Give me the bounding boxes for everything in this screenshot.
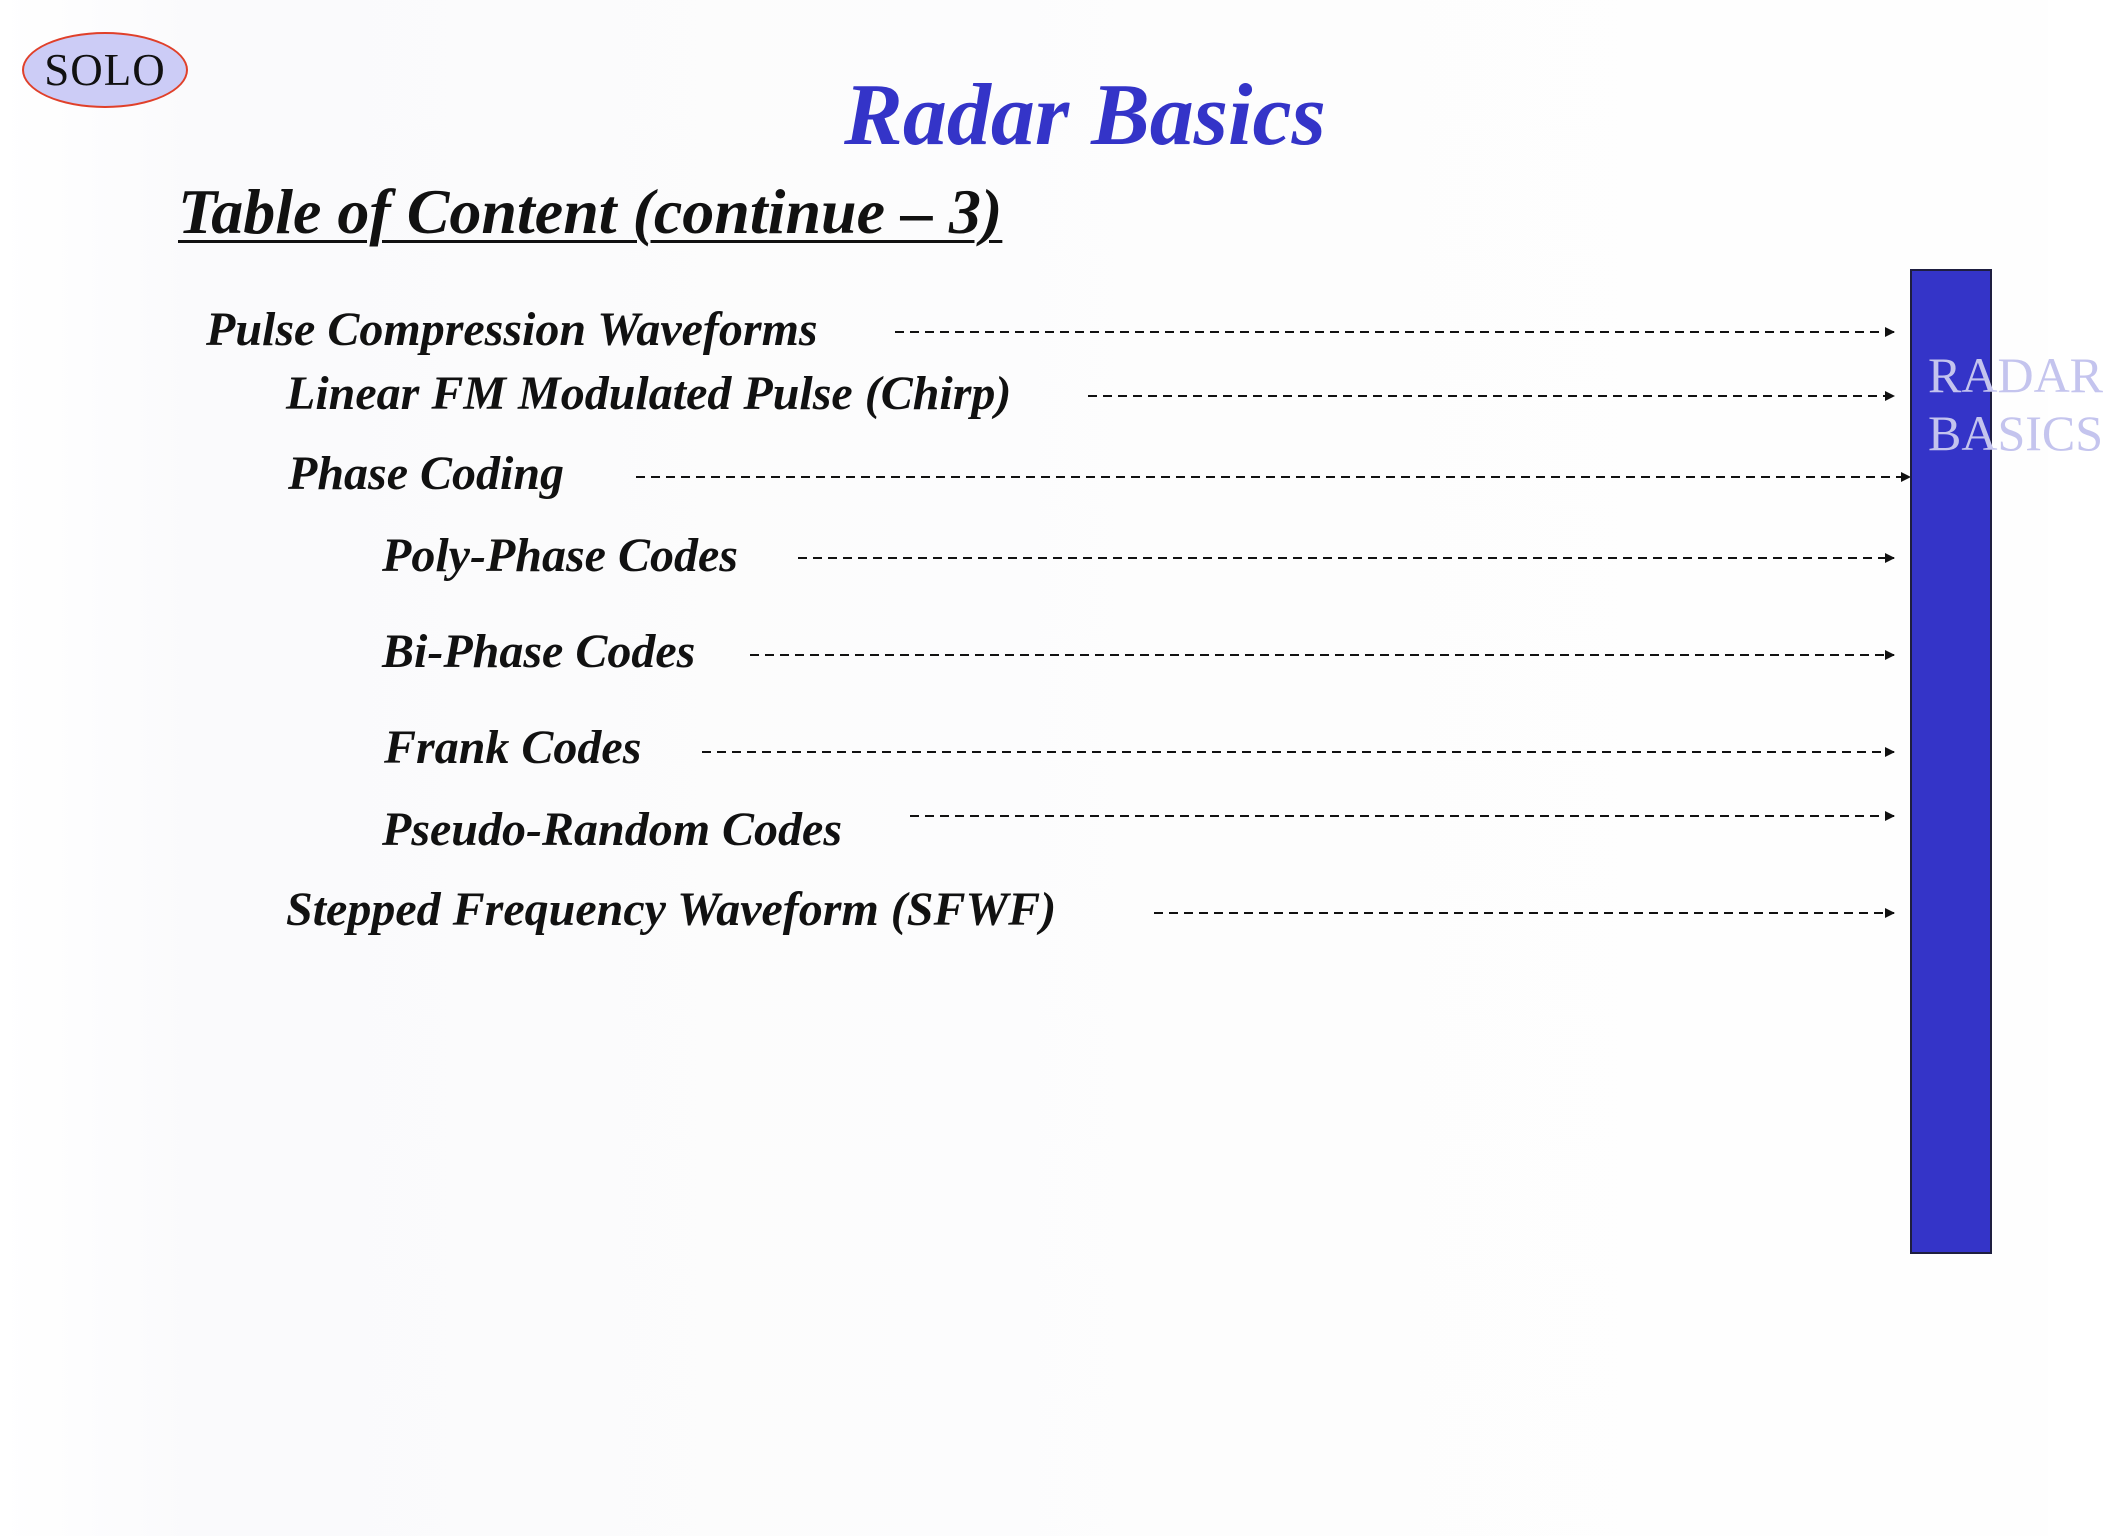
side-label-line-2: BASICS (1928, 405, 2103, 461)
logo-text: SOLO (44, 45, 166, 95)
toc-item-frank-codes[interactable]: Frank Codes (384, 721, 642, 774)
slide-title: Radar Basics (844, 67, 1326, 164)
toc-item-stepped-frequency[interactable]: Stepped Frequency Waveform (SFWF) (286, 883, 1057, 936)
toc-item-poly-phase[interactable]: Poly-Phase Codes (382, 529, 738, 582)
toc-item-pulse-compression[interactable]: Pulse Compression Waveforms (206, 303, 818, 356)
solo-logo (22, 32, 188, 108)
toc-item-phase-coding[interactable]: Phase Coding (288, 447, 565, 500)
slide-subtitle: Table of Content (continue – 3) (178, 176, 1003, 247)
toc-item-pseudo-random[interactable]: Pseudo-Random Codes (382, 803, 843, 856)
toc-item-bi-phase[interactable]: Bi-Phase Codes (382, 625, 696, 678)
side-label-line-1: RADAR (1928, 347, 2103, 403)
side-label (1928, 346, 2103, 462)
toc-item-linear-fm[interactable]: Linear FM Modulated Pulse (Chirp) (286, 367, 1012, 420)
